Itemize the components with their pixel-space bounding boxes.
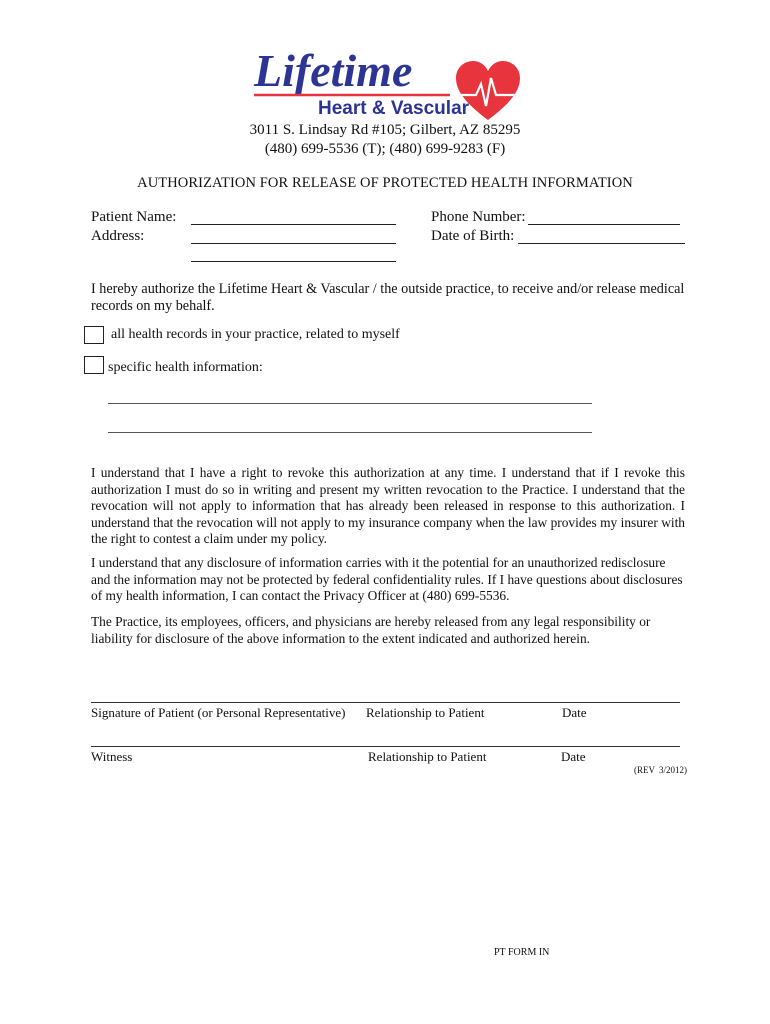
signature-relationship-label: Relationship to Patient xyxy=(366,705,485,720)
witness-line[interactable] xyxy=(91,746,680,747)
release-paragraph: The Practice, its employees, officers, and physicians are hereby released from any legal responsibility or liability for disclosure of the above information to the extent indicated and authorized herein. xyxy=(91,614,651,646)
signature-date-label: Date xyxy=(562,705,587,720)
logo-brand-text: Lifetime xyxy=(254,45,413,96)
date-of-birth-field[interactable] xyxy=(518,243,685,244)
address-label: Address: xyxy=(91,228,145,244)
specific-info-option-label: specific health information: xyxy=(108,360,263,375)
lifetime-heart-vascular-logo xyxy=(250,44,525,124)
revision-label: (REV xyxy=(634,765,655,775)
logo-subbrand-text: Heart & Vascular xyxy=(318,98,470,119)
signature-patient-label: Signature of Patient (or Personal Representative) xyxy=(91,705,346,720)
practice-address xyxy=(0,121,770,159)
patient-name-field[interactable] xyxy=(191,224,396,225)
all-records-option-label: all health records in your practice, related to myself xyxy=(111,327,400,342)
phone-number-field[interactable] xyxy=(528,224,680,225)
address-field-line-1[interactable] xyxy=(191,243,396,244)
revocation-paragraph: I understand that I have a right to revoke this authorization at any time. I understand that if I revoke this authorization I must do so in writing and present my written revocation to the Practice. I understand that the revocation will not apply to information that has already been released in response to this authorization. I understand that the revocation will not apply to my insurance company when the law provides my insurer with the right to contest a claim under my policy. xyxy=(91,465,685,546)
authorization-statement: I hereby authorize the Lifetime Heart & Vascular / the outside practice, to receive and/or release medical records on my behalf. xyxy=(91,281,685,314)
specific-info-field-line-2[interactable] xyxy=(108,432,592,433)
signature-line[interactable] xyxy=(91,702,680,703)
form-code-footer: PT FORM IN xyxy=(494,947,550,958)
witness-label: Witness xyxy=(91,749,133,764)
redisclosure-paragraph: I understand that any disclosure of information carries with it the potential for an unauthorized redisclosure and the information may not be protected by federal confidentiality rules. If I have questions about disclosures of my health information, I can contact the Privacy Officer at (480) 699-5536. xyxy=(91,555,683,603)
specific-info-checkbox[interactable] xyxy=(84,356,104,374)
address-line-1: 3011 S. Lindsay Rd #105; Gilbert, AZ 85295 xyxy=(249,122,521,138)
specific-info-field-line-1[interactable] xyxy=(108,403,592,404)
witness-relationship-label: Relationship to Patient xyxy=(368,749,487,764)
patient-name-label: Patient Name: xyxy=(91,209,177,225)
address-field-line-2[interactable] xyxy=(191,261,396,262)
address-line-2: (480) 699-5536 (T); (480) 699-9283 (F) xyxy=(264,141,506,157)
revision-date: 3/2012) xyxy=(659,765,687,775)
phone-number-label: Phone Number: xyxy=(431,209,526,225)
form-title: AUTHORIZATION FOR RELEASE OF PROTECTED HEALTH INFORMATION xyxy=(137,175,633,191)
witness-date-label: Date xyxy=(561,749,586,764)
all-records-checkbox[interactable] xyxy=(84,326,104,344)
date-of-birth-label: Date of Birth: xyxy=(431,228,515,244)
